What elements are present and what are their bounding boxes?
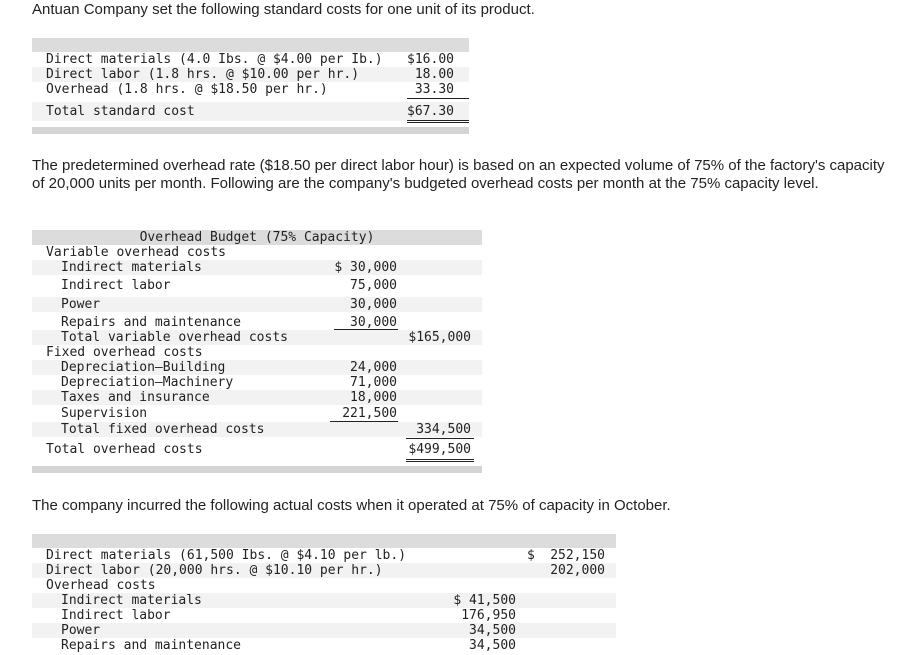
table-row bbox=[32, 315, 482, 330]
row-label: Supervision bbox=[61, 406, 148, 421]
fixed-heading: Fixed overhead costs bbox=[46, 345, 203, 360]
table-row bbox=[32, 360, 482, 375]
table-row bbox=[32, 375, 482, 390]
row-amount: 33.30 bbox=[414, 82, 454, 97]
table-footer-bar bbox=[32, 466, 482, 473]
row-amount: 30,000 bbox=[350, 315, 397, 330]
total-variable-amount: $165,000 bbox=[408, 330, 471, 345]
subtotal-row bbox=[32, 422, 482, 437]
table-header-band bbox=[32, 534, 616, 548]
row-label: Direct materials (4.0 Ibs. @ $4.00 per Ib.) bbox=[46, 52, 383, 67]
overhead-budget-table bbox=[32, 230, 482, 475]
row-amount: 252,150 bbox=[550, 548, 605, 563]
table-row bbox=[32, 390, 482, 405]
row-label: Overhead (1.8 hrs. @ $18.50 per hr.) bbox=[46, 82, 328, 97]
row-label: Power bbox=[61, 297, 101, 312]
row-amount: $ 41,500 bbox=[453, 593, 516, 608]
actual-costs-intro: The company incurred the following actual costs when it operated at 75% of capacity in October. bbox=[32, 497, 671, 514]
row-label: Repairs and maintenance bbox=[61, 638, 242, 653]
table-row bbox=[32, 548, 616, 563]
variable-heading: Variable overhead costs bbox=[46, 245, 227, 260]
total-row bbox=[32, 442, 482, 457]
row-amount: 24,000 bbox=[350, 360, 397, 375]
row-amount: 75,000 bbox=[350, 278, 397, 293]
overhead-heading: Overhead costs bbox=[46, 578, 156, 593]
intro-text: Antuan Company set the following standard costs for one unit of its product. bbox=[32, 1, 535, 18]
total-fixed-amount: 334,500 bbox=[416, 422, 471, 437]
row-label: Power bbox=[61, 623, 101, 638]
table-row bbox=[32, 260, 482, 275]
row-amount: 202,000 bbox=[550, 563, 605, 578]
total-fixed-label: Total fixed overhead costs bbox=[61, 422, 265, 437]
table-row bbox=[32, 278, 482, 293]
table-row bbox=[32, 82, 469, 97]
total-double-underline bbox=[407, 120, 469, 123]
overhead-rate-text: The predetermined overhead rate ($18.50 per direct labor hour) is based on an expected volume of 75% of the factory's capacity of 20,000 units per month. Following are the company's budgeted overhead costs per month at the 75% capacity level. bbox=[32, 157, 885, 192]
row-label: Taxes and insurance bbox=[61, 390, 210, 405]
row-amount: 34,500 bbox=[469, 638, 516, 653]
table-row bbox=[32, 52, 469, 67]
subtotal-row bbox=[32, 330, 482, 345]
row-label: Direct labor (20,000 hrs. @ $10.10 per hr.) bbox=[46, 563, 383, 578]
total-overhead-label: Total overhead costs bbox=[46, 442, 203, 457]
table-row bbox=[32, 67, 469, 82]
total-variable-label: Total variable overhead costs bbox=[61, 330, 288, 345]
row-label: Indirect labor bbox=[61, 608, 171, 623]
actual-costs-table bbox=[32, 534, 616, 655]
table-header-band bbox=[32, 38, 469, 52]
table-row bbox=[32, 297, 482, 312]
row-amount: 18.00 bbox=[414, 67, 454, 82]
row-label: Repairs and maintenance bbox=[61, 315, 242, 330]
row-amount: $ 30,000 bbox=[334, 260, 397, 275]
subtotal-underline bbox=[406, 438, 474, 439]
total-amount: $67.30 bbox=[407, 104, 454, 119]
budget-title: Overhead Budget (75% Capacity) bbox=[139, 230, 375, 245]
row-amount: 34,500 bbox=[469, 623, 516, 638]
total-double-underline bbox=[406, 459, 474, 462]
row-amount: 71,000 bbox=[350, 375, 397, 390]
row-amount: 30,000 bbox=[350, 297, 397, 312]
row-amount: 221,500 bbox=[342, 406, 397, 421]
row-label: Indirect materials bbox=[61, 260, 202, 275]
row-amount: 176,950 bbox=[461, 608, 516, 623]
total-row bbox=[32, 102, 469, 121]
table-footer-bar bbox=[32, 127, 469, 134]
table-row bbox=[32, 563, 616, 578]
standard-cost-table bbox=[32, 38, 469, 134]
row-label: Depreciation—Machinery bbox=[61, 375, 234, 390]
row-label: Direct labor (1.8 hrs. @ $10.00 per hr.) bbox=[46, 67, 360, 82]
table-row bbox=[32, 608, 616, 623]
total-label: Total standard cost bbox=[46, 104, 195, 119]
row-label: Indirect materials bbox=[61, 593, 202, 608]
table-row bbox=[32, 638, 616, 653]
total-overhead-amount: $499,500 bbox=[408, 442, 471, 457]
row-amount: $16.00 bbox=[407, 52, 454, 67]
table-row bbox=[32, 406, 482, 421]
dollar-sign: $ bbox=[527, 548, 535, 563]
row-label: Depreciation—Building bbox=[61, 360, 226, 375]
section-heading-row bbox=[32, 345, 482, 360]
section-heading-row bbox=[32, 578, 616, 593]
table-row bbox=[32, 623, 616, 638]
subtotal-underline bbox=[407, 98, 469, 99]
table-row bbox=[32, 593, 616, 608]
row-amount: 18,000 bbox=[350, 390, 397, 405]
row-label: Indirect labor bbox=[61, 278, 171, 293]
row-label: Direct materials (61,500 Ibs. @ $4.10 per lb.) bbox=[46, 548, 407, 563]
section-heading-row bbox=[32, 245, 482, 260]
